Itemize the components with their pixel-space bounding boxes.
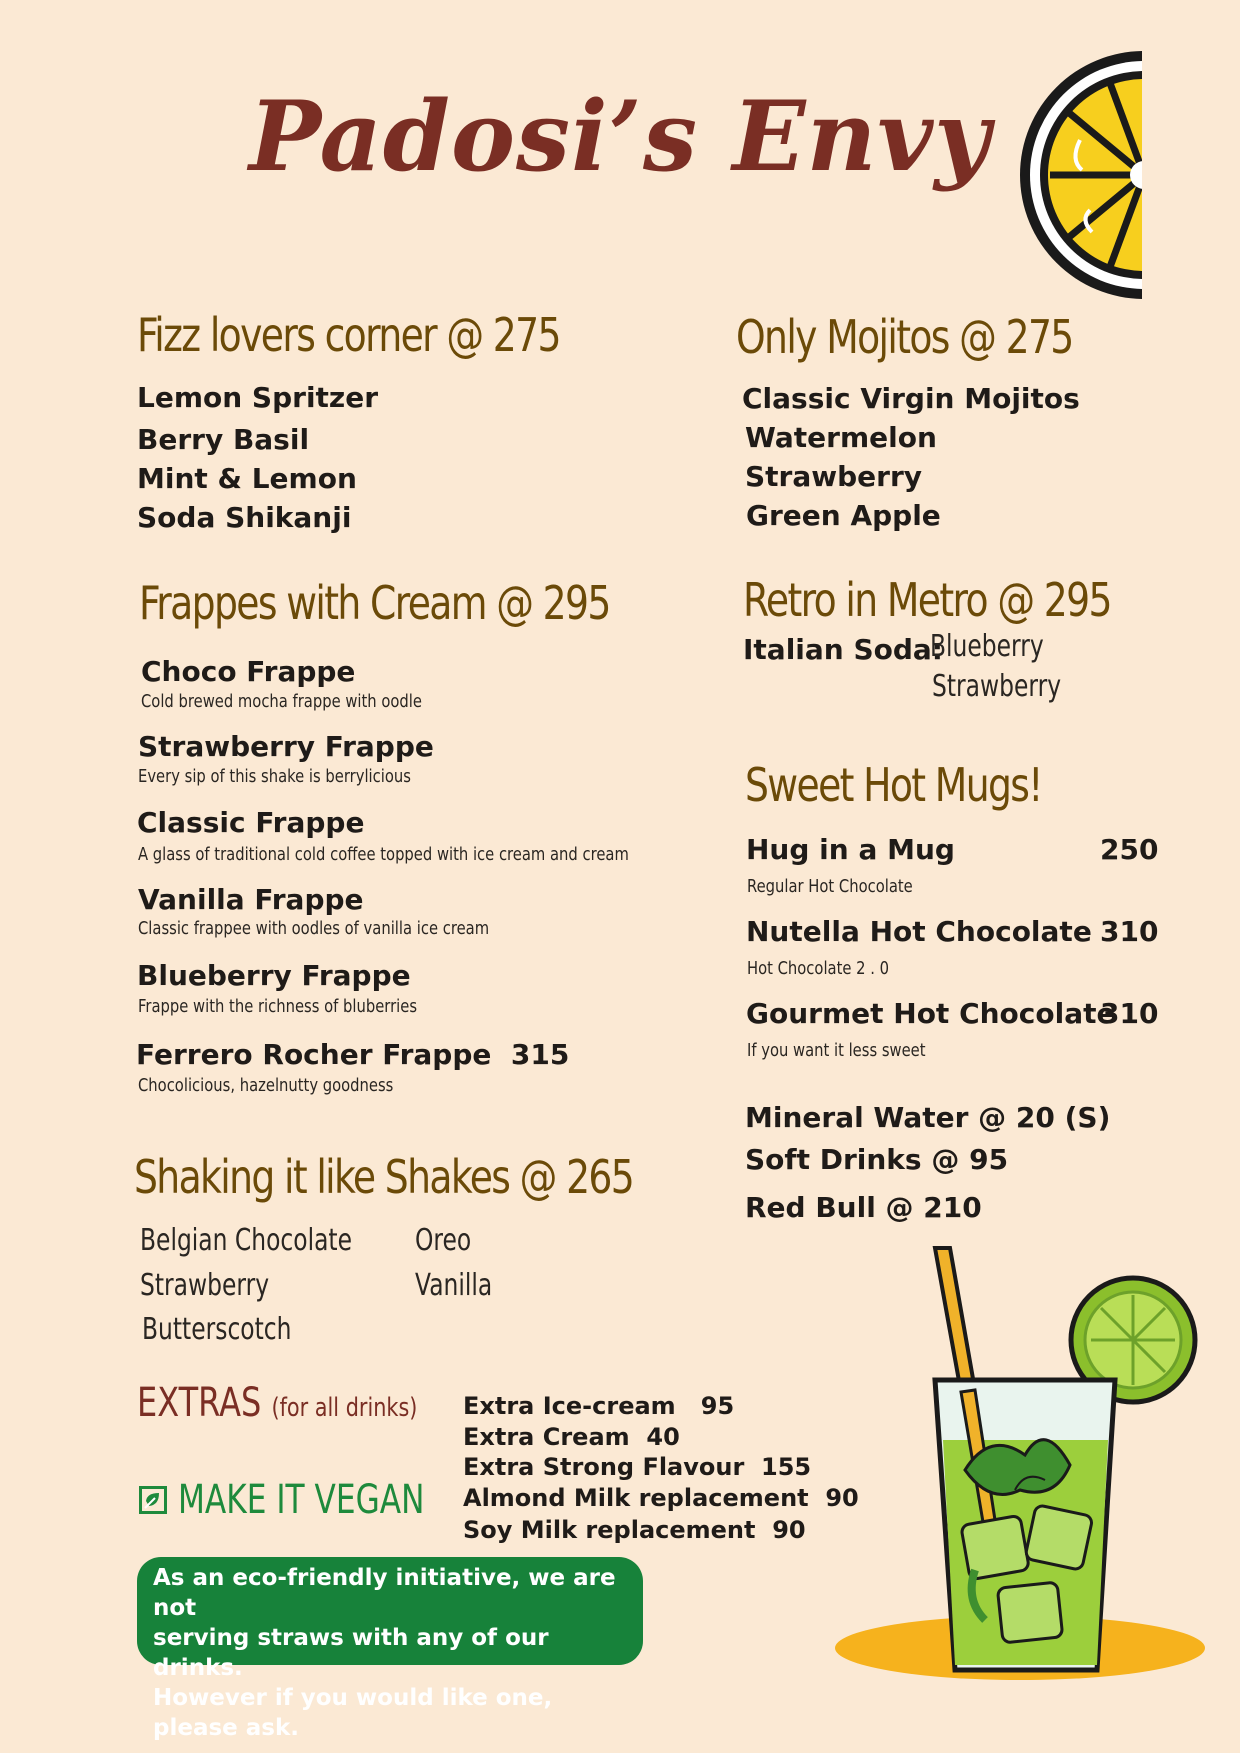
eco-note-line: However if you would like one, please ask. <box>153 1685 553 1741</box>
shake-item: Oreo <box>415 1223 472 1258</box>
make-it-vegan-label: MAKE IT VEGAN <box>178 1477 425 1523</box>
vegan-leaf-icon <box>139 1486 167 1514</box>
italian-soda-label: Italian Soda: <box>743 633 944 666</box>
hot-desc: If you want it less sweet <box>747 1040 926 1061</box>
fizz-item: Soda Shikanji <box>137 501 352 534</box>
frappe-item: Ferrero Rocher Frappe 315 <box>136 1038 570 1071</box>
frappe-item: Classic Frappe <box>137 806 365 839</box>
mojito-item: Green Apple <box>746 499 941 532</box>
eco-note-line: As an eco-friendly initiative, we are not <box>153 1565 616 1621</box>
hot-price: 250 <box>1100 833 1159 866</box>
frappe-item: Choco Frappe <box>141 655 356 688</box>
shake-item: Butterscotch <box>142 1312 292 1347</box>
retro-heading: Retro in Metro @ 295 <box>743 573 1111 627</box>
fizz-item: Lemon Spritzer <box>137 381 379 414</box>
extra-item: Soy Milk replacement 90 <box>463 1516 806 1544</box>
extra-item: Extra Cream 40 <box>463 1423 680 1451</box>
shake-item: Vanilla <box>415 1268 493 1303</box>
mojito-item: Strawberry <box>745 460 923 493</box>
other-drink-item: Mineral Water @ 20 (S) <box>745 1101 1111 1134</box>
hot-price: 310 <box>1100 997 1159 1030</box>
hot-desc: Regular Hot Chocolate <box>747 876 913 897</box>
fizz-heading: Fizz lovers corner @ 275 <box>137 308 560 362</box>
frappe-item: Blueberry Frappe <box>137 959 411 992</box>
fizz-item: Berry Basil <box>137 423 310 456</box>
shake-item: Strawberry <box>140 1268 270 1303</box>
frappe-desc: Classic frappee with oodles of vanilla ice cream <box>138 918 490 939</box>
frappes-heading: Frappes with Cream @ 295 <box>139 576 610 630</box>
extra-item: Almond Milk replacement 90 <box>463 1484 859 1512</box>
hot-mugs-heading: Sweet Hot Mugs! <box>745 758 1042 812</box>
hot-item: Gourmet Hot Chocolate <box>746 997 1116 1030</box>
other-drink-item: Red Bull @ 210 <box>745 1191 982 1224</box>
mojito-glass-icon <box>815 1240 1225 1690</box>
extra-item: Extra Ice-cream 95 <box>463 1392 735 1420</box>
eco-note-line: serving straws with any of our drinks. <box>153 1625 549 1681</box>
frappe-item: Strawberry Frappe <box>138 730 434 763</box>
mojito-item: Watermelon <box>745 421 937 454</box>
hot-price: 310 <box>1100 915 1159 948</box>
mojito-item: Classic Virgin Mojitos <box>742 382 1080 415</box>
other-drink-item: Soft Drinks @ 95 <box>745 1143 1009 1176</box>
menu-title: Padosi’s Envy <box>249 80 991 193</box>
frappe-desc: Frappe with the richness of bluberries <box>138 996 418 1017</box>
eco-friendly-note <box>137 1557 643 1741</box>
frappe-item: Vanilla Frappe <box>138 883 364 916</box>
soda-flavour: Strawberry <box>932 669 1062 704</box>
hot-item: Nutella Hot Chocolate <box>746 915 1092 948</box>
lemon-slice-icon <box>1010 50 1142 300</box>
shakes-heading: Shaking it like Shakes @ 265 <box>134 1150 634 1204</box>
shake-item: Belgian Chocolate <box>140 1223 353 1258</box>
frappe-desc: Chocolicious, hazelnutty goodness <box>138 1075 394 1096</box>
extra-item: Extra Strong Flavour 155 <box>463 1453 812 1481</box>
extras-title: EXTRAS <box>137 1380 262 1426</box>
frappe-desc: Cold brewed mocha frappe with oodle <box>141 691 422 712</box>
extras-subtitle: (for all drinks) <box>271 1393 418 1423</box>
frappe-desc: Every sip of this shake is berrylicious <box>138 766 411 787</box>
extras-heading <box>137 1380 417 1426</box>
frappe-desc: A glass of traditional cold coffee topped with ice cream and cream <box>138 844 629 865</box>
mojitos-heading: Only Mojitos @ 275 <box>736 310 1073 364</box>
fizz-item: Mint & Lemon <box>137 462 357 495</box>
hot-item: Hug in a Mug <box>746 833 955 866</box>
soda-flavour: Blueberry <box>930 629 1044 664</box>
hot-desc: Hot Chocolate 2 . 0 <box>747 958 890 979</box>
